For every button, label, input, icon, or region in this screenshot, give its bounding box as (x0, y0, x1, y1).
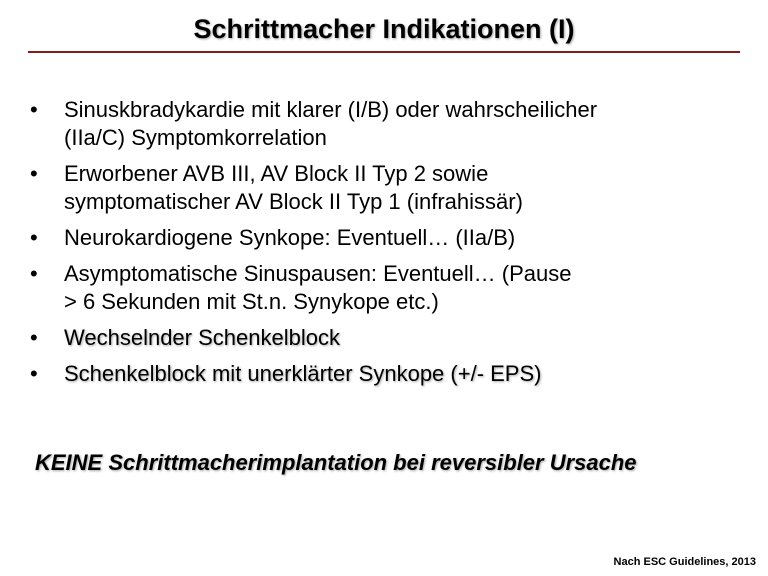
bullet-text: Schenkelblock mit unerklärter Synkope (+/- EPS) (64, 361, 542, 386)
slide-title: Schrittmacher Indikationen (I) (193, 14, 575, 44)
title-divider (28, 51, 740, 53)
bullet-text-continuation: (IIa/C) Symptomkorrelation (64, 125, 327, 150)
bullet-text: Sinuskbradykardie mit klarer (I/B) oder wahrscheilicher (64, 97, 598, 122)
bullet-item (30, 260, 740, 316)
key-note: KEINE Schrittmacherimplantation bei reversibler Ursache (35, 450, 637, 475)
bullet-point: • (30, 161, 38, 186)
bullet-point: • (30, 325, 38, 350)
bullet-text: Wechselnder Schenkelblock (64, 325, 340, 350)
bullet-point: • (30, 361, 38, 386)
bullet-text: Neurokardiogene Synkope: Eventuell… (IIa/B) (64, 225, 516, 250)
source-citation: Nach ESC Guidelines, 2013 (613, 556, 756, 568)
bullet-point: • (30, 225, 38, 250)
bullet-text-continuation: > 6 Sekunden mit St.n. Synykope etc.) (64, 289, 439, 314)
bullet-item (30, 360, 740, 388)
bullet-item (30, 160, 740, 216)
bullet-text: Asymptomatische Sinuspausen: Eventuell… (Pause (64, 261, 572, 286)
bullet-list (30, 96, 740, 396)
bullet-text-continuation: symptomatischer AV Block II Typ 1 (infrahissär) (64, 189, 523, 214)
bullet-item (30, 96, 740, 152)
bullet-point: • (30, 97, 38, 122)
bullet-item (30, 224, 740, 252)
bullet-item (30, 324, 740, 352)
bullet-text: Erworbener AVB III, AV Block II Typ 2 sowie (64, 161, 489, 186)
bullet-point: • (30, 261, 38, 286)
